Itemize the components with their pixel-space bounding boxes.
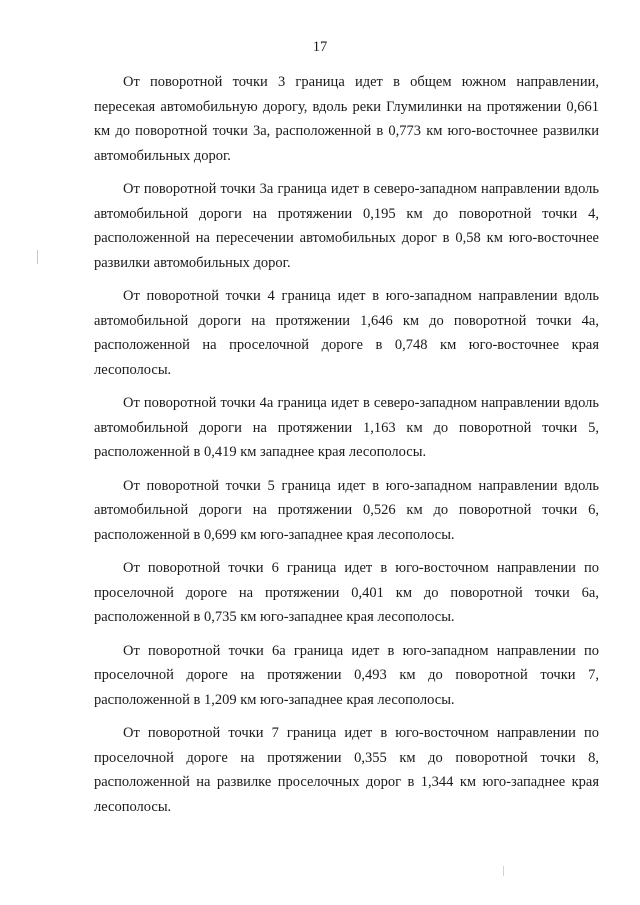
paragraph-point-5: От поворотной точки 5 граница идет в юго-западном направлении вдоль автомобильной дороги на протяжении 0,526 км до поворотной точки 6, расположенной в 0,699 км юго-западнее края лесополосы. bbox=[94, 477, 599, 543]
paragraph-point-6a: От поворотной точки 6а граница идет в юго-западном направлении по проселочной дороге на протяжении 0,493 км до поворотной точки 7, расположенной в 1,209 км юго-западнее края лесополосы. bbox=[94, 642, 599, 708]
paragraph-point-7: От поворотной точки 7 граница идет в юго-восточном направлении по проселочной дороге на протяжении 0,355 км до поворотной точки 8, расположенной на развилке проселочных дорог в 1,344 км юго-западнее края лесополосы. bbox=[94, 725, 599, 815]
scan-edge-mark-bottom bbox=[503, 866, 504, 876]
document-body bbox=[94, 70, 599, 828]
paragraph-point-3: От поворотной точки 3 граница идет в общем южном направлении, пересекая автомобильную дорогу, вдоль реки Глумилинки на протяжении 0,661 км до поворотной точки 3а, расположенной в 0,773 км юго-восточнее развилки автомобильных дорог. bbox=[94, 74, 599, 164]
paragraph-point-6: От поворотной точки 6 граница идет в юго-восточном направлении по проселочной дороге на протяжении 0,401 км до поворотной точки 6а, расположенной в 0,735 км юго-западнее края лесополосы. bbox=[94, 560, 599, 625]
paragraph-point-4a: От поворотной точки 4а граница идет в северо-западном направлении вдоль автомобильной дороги на протяжении 1,163 км до поворотной точки 5, расположенной в 0,419 км западнее края лесополосы. bbox=[94, 395, 599, 460]
scan-edge-mark bbox=[37, 250, 38, 264]
page-number: 17 bbox=[312, 39, 328, 55]
paragraph-point-3a: От поворотной точки 3а граница идет в северо-западном направлении вдоль автомобильной дороги на протяжении 0,195 км до поворотной точки 4, расположенной на пересечении автомобильных дорог в 0,58 км юго-восточнее развилки автомобильных дорог. bbox=[94, 181, 599, 271]
paragraph-point-4: От поворотной точки 4 граница идет в юго-западном направлении вдоль автомобильной дороги на протяжении 1,646 км до поворотной точки 4а, расположенной на проселочной дороге в 0,748 км юго-восточнее края лесополосы. bbox=[94, 288, 599, 378]
